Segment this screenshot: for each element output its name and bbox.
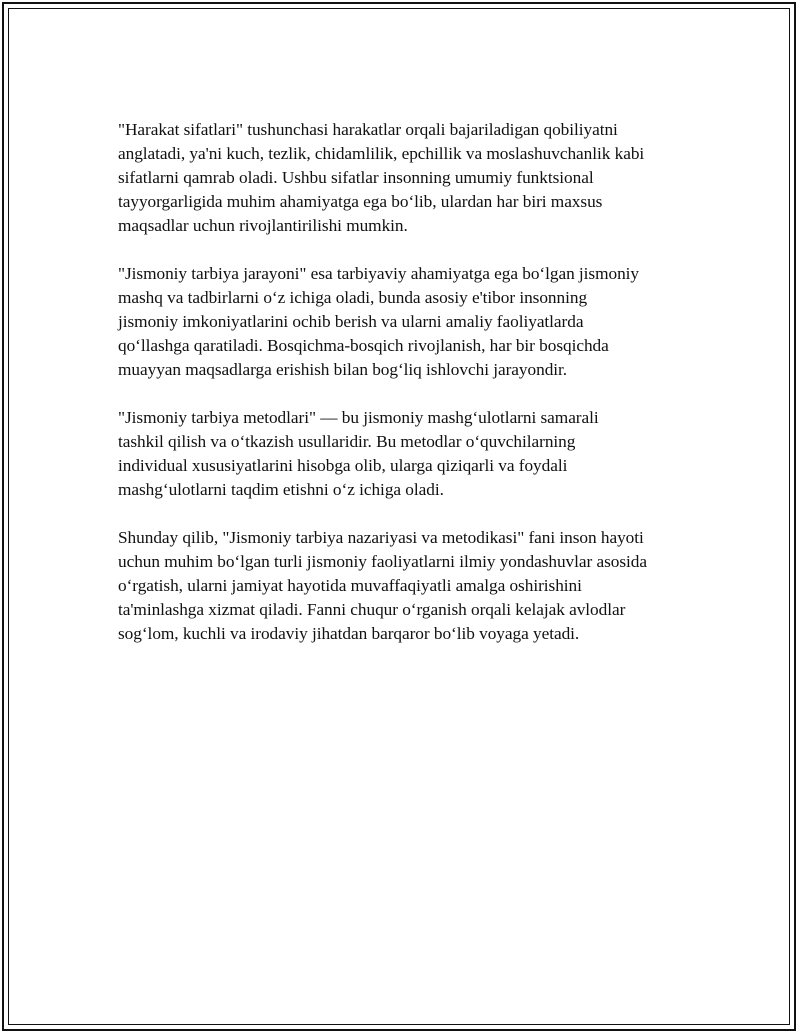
paragraph-xulosa [118, 526, 698, 646]
text-line: tayyorgarligida muhim ahamiyatga ega bo‘lib, ulardan har biri maxsus [118, 192, 603, 211]
text-line: sog‘lom, kuchli va irodaviy jihatdan barqaror bo‘lib voyaga yetadi. [118, 624, 580, 643]
text-line: qo‘llashga qaratiladi. Bosqichma-bosqich rivojlanish, har bir bosqichda [118, 336, 609, 355]
text-line: o‘rgatish, ularni jamiyat hayotida muvaffaqiyatli amalga oshirishini [118, 576, 582, 595]
text-line: tashkil qilish va o‘tkazish usullaridir. Bu metodlar o‘quvchilarning [118, 432, 576, 451]
text-line: "Jismoniy tarbiya jarayoni" esa tarbiyaviy ahamiyatga ega bo‘lgan jismoniy [118, 264, 640, 283]
text-line: mashq va tadbirlarni o‘z ichiga oladi, bunda asosiy e'tibor insonning [118, 288, 588, 307]
text-line: uchun muhim bo‘lgan turli jismoniy faoliyatlarni ilmiy yondashuvlar asosida [118, 552, 648, 571]
text-line: mashg‘ulotlarni taqdim etishni o‘z ichiga oladi. [118, 480, 444, 499]
text-line: muayyan maqsadlarga erishish bilan bog‘liq ishlovchi jarayondir. [118, 360, 568, 379]
document-body [118, 118, 698, 670]
text-line: sifatlarni qamrab oladi. Ushbu sifatlar insonning umumiy funktsional [118, 168, 594, 187]
text-line: ta'minlashga xizmat qiladi. Fanni chuqur o‘rganish orqali kelajak avlodlar [118, 600, 626, 619]
paragraph-jismoniy-tarbiya-jarayoni [118, 262, 698, 382]
text-line: Shunday qilib, "Jismoniy tarbiya nazariyasi va metodikasi" fani inson hayoti [118, 528, 644, 547]
paragraph-harakat-sifatlari [118, 118, 698, 238]
paragraph-jismoniy-tarbiya-metodlari [118, 406, 698, 502]
text-line: "Harakat sifatlari" tushunchasi harakatlar orqali bajariladigan qobiliyatni [118, 120, 618, 139]
text-line: "Jismoniy tarbiya metodlari" — bu jismoniy mashg‘ulotlarni samarali [118, 408, 599, 427]
text-line: anglatadi, ya'ni kuch, tezlik, chidamlilik, epchillik va moslashuvchanlik kabi [118, 144, 645, 163]
text-line: individual xususiyatlarini hisobga olib, ularga qiziqarli va foydali [118, 456, 568, 475]
text-line: maqsadlar uchun rivojlantirilishi mumkin. [118, 216, 408, 235]
text-line: jismoniy imkoniyatlarini ochib berish va ularni amaliy faoliyatlarda [118, 312, 584, 331]
